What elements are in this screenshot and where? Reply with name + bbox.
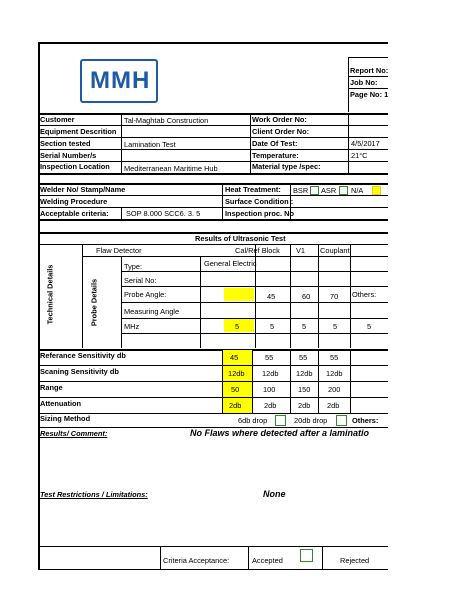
frame-bottom [38,569,388,570]
surface-label: Surface Condition : [225,197,294,206]
mhz-value-1: 5 [235,322,240,331]
probe-angle-1: 45 [267,292,276,301]
asr-checkbox[interactable] [339,186,348,195]
serial-label: Serial Number/s [40,151,97,160]
measuring-angle-label: Measuring Angle [124,307,180,316]
temperature-label: Temperature: [252,151,299,160]
inspection-proc-label: Inspection proc. No [225,209,294,218]
heat-label: Heat Treatment: [225,185,281,194]
info-row-2 [38,137,388,138]
range-value-4: 200 [328,385,341,394]
ut-title: Results of Ultrasonic Test [195,234,286,243]
probe-angle-highlight [224,288,254,301]
sizing-6db-label: 6db drop [238,416,268,425]
date-label: Date Of Test: [252,139,298,148]
material-label: Material type /spec: [252,162,321,171]
attenuation-label: Attenuation [40,399,82,408]
sens-col-4 [350,349,351,413]
inspection-value: Mediterranean Maritime Hub [124,164,218,173]
comment-value: No Flaws where detected after a laminatio [190,428,370,438]
mhz-value-3: 5 [302,322,307,331]
sens-col-2 [290,349,291,413]
restrictions-value: None [263,489,286,499]
range-value-3: 150 [298,385,311,394]
section-value: Lamination Test [124,140,176,149]
frame-top [38,42,388,44]
criteria-label: Acceptable criteria: [40,209,109,218]
ut-row-4 [121,302,388,303]
scanning-value-4: 12db [326,369,343,378]
type-value: General Electric [204,259,257,268]
weld-row-2 [38,207,388,208]
temperature-value: 21°C [351,151,368,160]
info-top-line [38,113,388,115]
scanning-label: Scaning Sensitivity db [40,367,119,376]
footer-col-2 [248,546,249,570]
range-value-1: 50 [231,385,240,394]
footer-col-1 [160,546,161,570]
sens-row-4 [38,413,388,414]
probe-angle-label: Probe Angle: [124,290,167,299]
ut-row-3 [121,286,388,287]
serial-no-label: Serial No: [124,276,157,285]
info-row-1 [38,125,388,126]
work-order-label: Work Order No: [252,115,307,124]
couplant-label: Couplant: [320,246,352,255]
accepted-label: Accepted [252,556,283,565]
customer-value: Tal-Maghtab Construction [124,116,209,125]
welder-label: Welder No/ Stamp/Name [40,185,126,194]
scanning-value-2: 12db [262,369,279,378]
accepted-checkbox[interactable] [300,549,313,562]
reference-value-2: 55 [265,353,274,362]
customer-label: Customer [40,115,75,124]
probe-angle-2: 60 [302,292,311,301]
date-value: 4/5/2017 [351,139,380,148]
procedure-label: Welding Procedure [40,197,108,206]
mhz-label: MHz [124,322,140,331]
sizing-others-label: Others: [352,416,379,425]
page-no-label: Page No: 1 [350,90,389,99]
ut-row-title [38,244,388,245]
job-no-label: Job No: [350,78,378,87]
info-col-2 [250,113,251,173]
attenuation-value-1: 2db [229,401,242,410]
header-line-2 [348,76,388,77]
rejected-label: Rejected [340,556,370,565]
info-row-3 [38,149,388,150]
info-col-1 [121,113,122,173]
restrictions-label: Test Restrictions / Limitations: [40,490,148,499]
mhz-value-4: 5 [333,322,338,331]
header-line-1 [348,57,388,58]
attenuation-value-3: 2db [298,401,311,410]
scanning-value-3: 12db [296,369,313,378]
client-order-label: Client Order No: [252,127,310,136]
footer-col-3 [322,546,323,570]
ut-row-6 [121,333,388,334]
mhz-value-2: 5 [270,322,275,331]
probe-angle-3: 70 [330,292,339,301]
mmh-logo [80,59,158,103]
probe-details-label: Probe Details [89,278,99,327]
comment-label: Results/ Comment: [40,429,108,438]
sizing-20db-checkbox[interactable] [336,415,347,426]
sizing-6db-checkbox[interactable] [275,415,286,426]
ut-row-1 [82,256,388,257]
flaw-detector-label: Flaw Detector [96,246,142,255]
na-checkbox[interactable] [372,186,381,195]
others-label: Others: [352,290,377,299]
attenuation-value-2: 2db [264,401,277,410]
type-label: Type: [124,262,143,271]
na-label: N/A [351,186,364,195]
bsr-checkbox[interactable] [310,186,319,195]
sens-col-1 [252,349,253,413]
footer-top-line [38,546,388,547]
report-no-label: Report No: [350,66,389,75]
info-col-3 [348,113,349,173]
reference-value-1: 45 [230,353,239,362]
asr-label: ASR [321,186,337,195]
reference-label: Referance Sensitivity db [40,351,126,360]
cal-ref-label: Cal/Ref Block [235,246,280,255]
weld-col-2 [222,183,223,219]
range-value-2: 100 [263,385,276,394]
ut-col-tech [82,244,83,348]
sens-row-1 [38,365,388,366]
range-label: Range [40,383,63,392]
sens-row-3 [38,397,388,398]
cal-ref-value: V1 [296,246,306,255]
attenuation-value-4: 2db [327,401,340,410]
header-line-3 [348,88,388,89]
sens-row-2 [38,381,388,382]
sizing-label: Sizing Method [40,414,91,423]
weld-col-1 [121,207,122,219]
criteria-value: SOP 8.000 SCC6. 3. 5 [126,209,201,218]
sens-col-3 [318,349,319,413]
technical-details-label: Technical Details [45,264,55,325]
criteria-acceptance-label: Criteria Acceptance: [163,556,230,565]
inspection-label: Inspection Location [40,162,110,171]
logo-text: MMH [90,67,151,94]
ut-row-5 [121,318,388,319]
sizing-20db-label: 20db drop [294,416,328,425]
scanning-value-1: 12db [228,369,245,378]
ut-row-2 [121,271,388,272]
mhz-value-5: 5 [367,322,372,331]
section-label: Section tested [40,139,91,148]
weld-bottom-line [38,219,388,221]
header-divider [348,57,349,112]
equipment-label: Equipment Descrition [40,127,117,136]
reference-value-4: 55 [330,353,339,362]
bsr-label: BSR [293,186,309,195]
reference-value-3: 55 [299,353,308,362]
